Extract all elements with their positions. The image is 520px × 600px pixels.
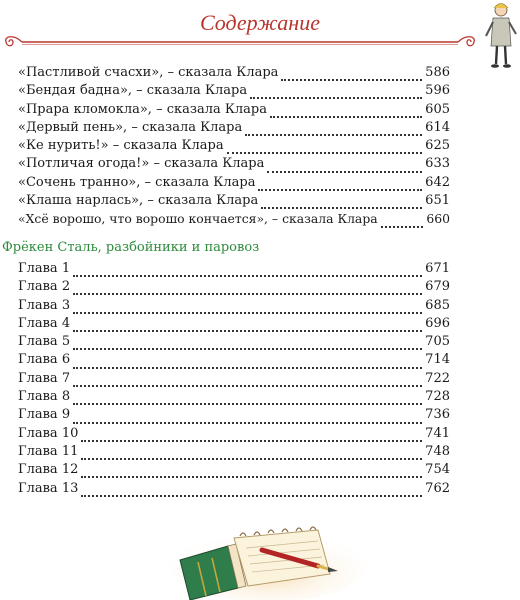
page-title: Содержание xyxy=(199,10,320,35)
toc-entry[interactable] xyxy=(18,155,450,173)
toc-entry[interactable] xyxy=(18,461,450,479)
dot-leader xyxy=(81,440,422,442)
toc-entry-page: 679 xyxy=(425,279,450,295)
toc-entry-title: Глава 13 xyxy=(18,480,79,496)
toc-entry[interactable] xyxy=(18,278,450,296)
toc-entry[interactable] xyxy=(18,119,450,137)
toc-entry-page: 605 xyxy=(425,101,450,117)
dot-leader xyxy=(73,330,422,332)
dot-leader xyxy=(73,348,422,350)
dot-leader xyxy=(258,189,422,191)
toc-entry-page: 642 xyxy=(425,174,450,190)
toc-entry-title: Глава 3 xyxy=(18,297,71,313)
toc-entry[interactable] xyxy=(18,174,450,192)
standing-figure-icon xyxy=(482,0,520,70)
toc-entry-page: 722 xyxy=(425,370,450,386)
dot-leader xyxy=(73,385,422,387)
toc-entry-title: «Пастливой счасхи», – сказала Клара xyxy=(18,65,279,80)
dot-leader xyxy=(81,476,422,478)
toc-entry[interactable] xyxy=(18,333,450,351)
toc-entry[interactable] xyxy=(18,425,450,443)
dot-leader xyxy=(73,275,422,277)
toc-entry[interactable] xyxy=(18,443,450,461)
ornamental-rule-icon xyxy=(0,30,480,54)
toc-entry[interactable] xyxy=(18,137,450,155)
dot-leader xyxy=(81,495,422,497)
toc-entry-page: 705 xyxy=(425,334,450,350)
toc-entry-title: Глава 4 xyxy=(18,315,71,331)
dot-leader xyxy=(73,367,422,369)
toc-entry-page: 714 xyxy=(425,352,450,368)
dot-leader xyxy=(250,97,422,99)
toc-entry-title: Глава 5 xyxy=(18,334,71,350)
toc-entry-page: 728 xyxy=(425,389,450,405)
toc-entry[interactable] xyxy=(18,315,450,333)
toc-entry-page: 762 xyxy=(425,480,450,496)
toc-entry[interactable] xyxy=(18,406,450,424)
dot-leader xyxy=(73,312,422,314)
toc-entry-page: 625 xyxy=(425,138,450,154)
toc-entry[interactable] xyxy=(18,260,450,278)
toc-entry-title: «Хсё ворошо, что ворошо кончается», – сказала Клара xyxy=(18,211,378,227)
toc-entry-title: Глава 1 xyxy=(18,261,71,276)
toc-entry-page: 614 xyxy=(425,119,450,135)
toc-entry-title: «Сочень транно», – сказала Клара xyxy=(18,174,256,190)
toc-entry-page: 685 xyxy=(425,297,450,313)
dot-leader xyxy=(261,207,422,209)
toc-entry-page: 660 xyxy=(426,211,450,227)
toc-entry-title: Глава 7 xyxy=(18,370,71,386)
toc-entry[interactable] xyxy=(18,101,450,119)
toc-entry[interactable] xyxy=(18,297,450,315)
dot-leader xyxy=(73,403,422,405)
toc-entry-page: 754 xyxy=(425,462,450,478)
toc-entry-page: 671 xyxy=(425,261,450,276)
toc-entry-page: 633 xyxy=(425,156,450,172)
book-pen-icon xyxy=(168,516,368,600)
dot-leader xyxy=(281,79,422,81)
dot-leader xyxy=(73,422,422,424)
toc-list-part1 xyxy=(18,64,450,229)
toc-entry[interactable] xyxy=(18,64,450,82)
toc-entry-title: «Потличая огода!» – сказала Клара xyxy=(18,156,265,172)
toc-entry-title: Глава 2 xyxy=(18,279,71,295)
dot-leader xyxy=(270,116,422,118)
toc-entry-title: Глава 11 xyxy=(18,443,79,459)
toc-entry-page: 736 xyxy=(425,407,450,423)
toc-entry-title: «Клаша нарлась», – сказала Клара xyxy=(18,193,259,209)
toc-entry-page: 741 xyxy=(425,425,450,441)
dot-leader xyxy=(381,226,424,228)
toc-list-part2 xyxy=(18,260,450,498)
section-heading: Фрёкен Сталь, разбойники и паровоз xyxy=(2,240,260,255)
toc-entry-title: «Прара кломокла», – сказала Клара xyxy=(18,101,267,117)
toc-entry-title: Глава 6 xyxy=(18,352,71,368)
dot-leader xyxy=(245,134,422,136)
toc-entry-title: «Бендая бадна», – сказала Клара xyxy=(18,83,248,99)
toc-entry-title: «Дервый пень», – сказала Клара xyxy=(18,119,243,135)
toc-entry-title: Глава 9 xyxy=(18,407,71,423)
dot-leader xyxy=(227,152,423,154)
toc-entry-page: 696 xyxy=(425,315,450,331)
toc-entry-title: Глава 10 xyxy=(18,425,79,441)
toc-entry-page: 596 xyxy=(425,83,450,99)
toc-entry-page: 651 xyxy=(425,193,450,209)
toc-entry[interactable] xyxy=(18,210,450,228)
toc-entry[interactable] xyxy=(18,388,450,406)
dot-leader xyxy=(73,293,422,295)
toc-entry[interactable] xyxy=(18,370,450,388)
dot-leader xyxy=(81,458,422,460)
dot-leader xyxy=(267,171,422,173)
toc-entry-title: Глава 8 xyxy=(18,389,71,405)
toc-entry[interactable] xyxy=(18,192,450,210)
toc-entry-page: 748 xyxy=(425,443,450,459)
toc-entry[interactable] xyxy=(18,351,450,369)
toc-entry[interactable] xyxy=(18,82,450,100)
toc-entry-title: «Ке нурить!» – сказала Клара xyxy=(18,138,224,154)
toc-entry[interactable] xyxy=(18,480,450,498)
toc-entry-page: 586 xyxy=(425,65,450,80)
toc-entry-title: Глава 12 xyxy=(18,462,79,478)
